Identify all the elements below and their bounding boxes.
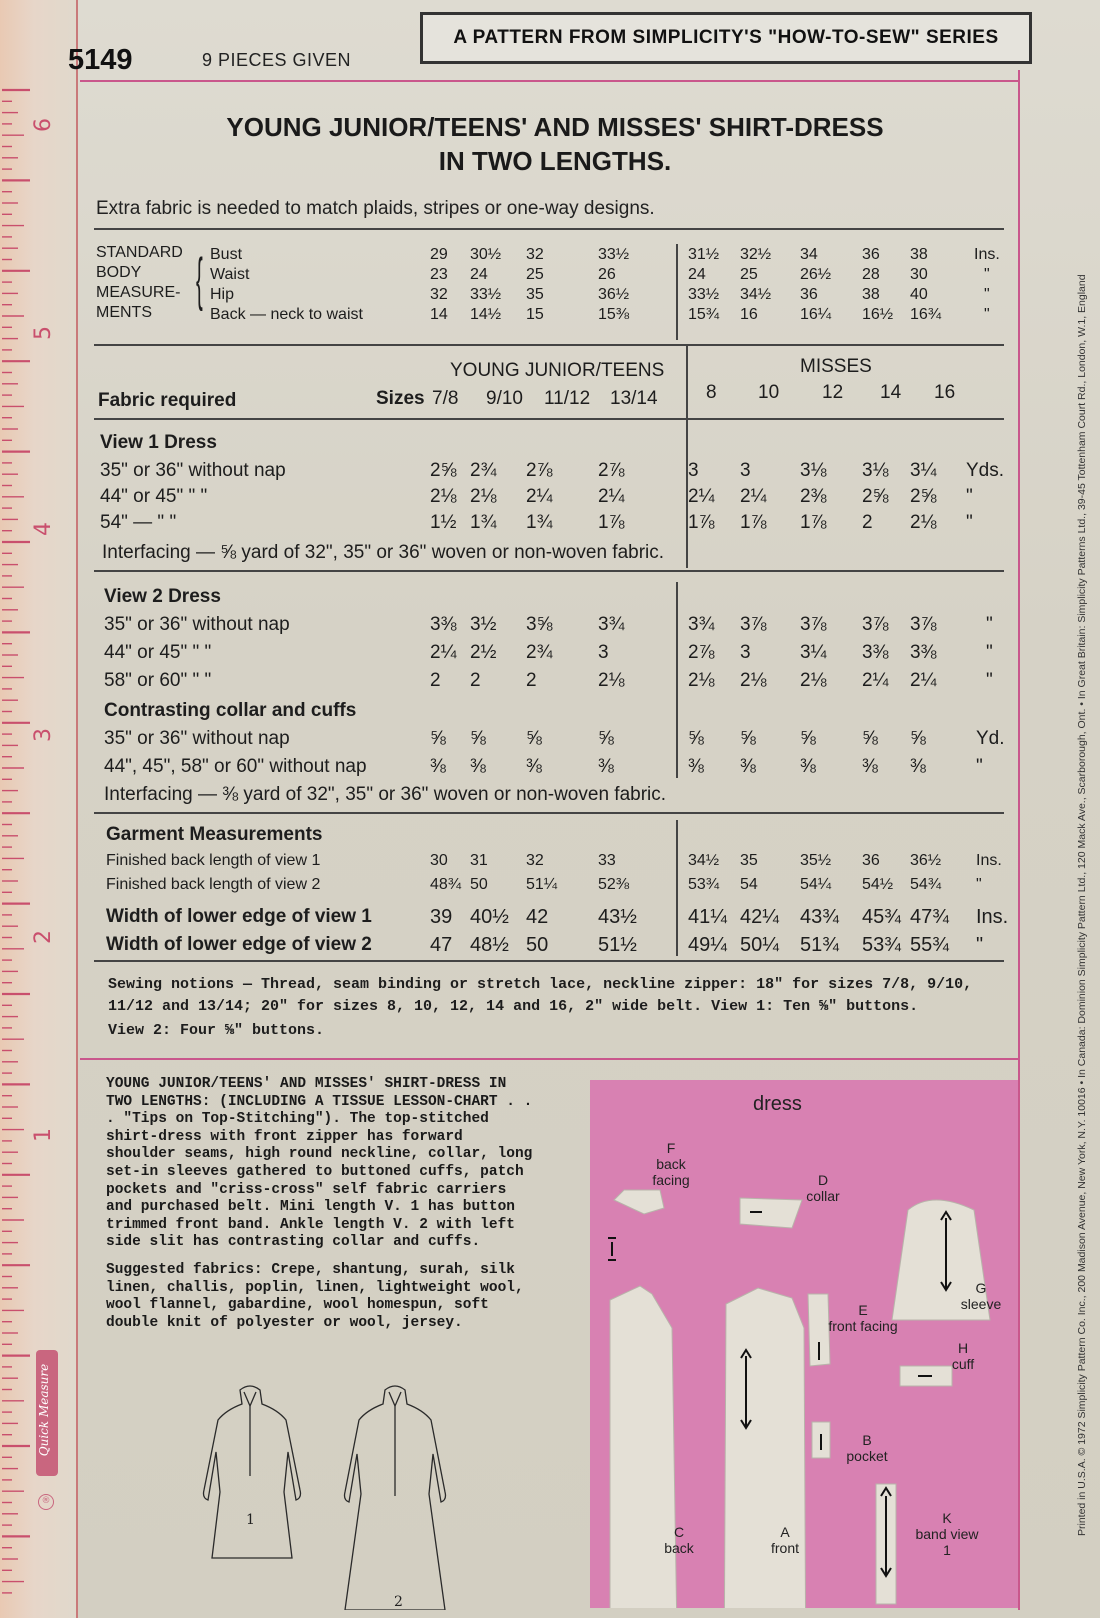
misses-value: 36½ (910, 852, 942, 869)
yj-value: 2⅛ (598, 670, 625, 691)
yj-value: 3¾ (598, 614, 625, 635)
piece-back-facing (614, 1190, 664, 1214)
piece-letter: F (666, 1140, 676, 1156)
copyright-text: Printed in U.S.A. © 1972 Simplicity Pattern Co. Inc., 200 Madison Avenue, New York, N.Y. 10016 • In Canada: Dominion Simplicity Pattern Ltd., 120 Mack Ave., Scarborough, Ont. • In Great Britain: Simplicity Patterns Ltd., 39-45 Tottenham Court Rd., London, W.1, England (1076, 274, 1088, 1536)
piece-label-c (644, 1524, 714, 1556)
misses-value: ⅜ (862, 756, 878, 777)
measure-name: Back — neck to waist (210, 306, 363, 323)
misses-value: ⅜ (910, 756, 926, 777)
unit: " (984, 286, 990, 303)
size-header: 13/14 (610, 388, 658, 409)
misses-value: 1⅞ (800, 512, 827, 533)
yj-value: 52⅜ (598, 876, 630, 893)
body-measure-label: STANDARD (96, 244, 183, 261)
misses-value: 1⅞ (688, 512, 715, 533)
fabric-width-label: 44" or 45" " " (104, 642, 212, 663)
fabric-width-label: 44" or 45" " " (100, 486, 208, 507)
fabric-required: Fabric required (98, 390, 237, 411)
misses-value: 38 (862, 286, 880, 303)
contrast-heading: Contrasting collar and cuffs (104, 700, 357, 721)
description-text: YOUNG JUNIOR/TEENS' AND MISSES' SHIRT-DRESS IN TWO LENGTHS: (INCLUDING A TISSUE LESSON-CHART . . . "Tips on Top-Stitching"). The top-stitched shirt-dress with front zipper has forward shoulder seams, high round neckline, collar, long set-in sleeves gathered to buttoned cuffs, patch pockets and "criss-cross" self fabric carriers and purchased belt. Mini length V. 1 has button trimmed front band. Ankle length V. 2 with left side slit has contrasting collar and cuffs. (106, 1076, 533, 1251)
unit: " (984, 306, 990, 323)
yj-value: ⅝ (430, 728, 446, 749)
brace: { (196, 247, 203, 312)
yj-value: 14 (430, 306, 448, 323)
yj-value: 29 (430, 246, 448, 263)
yj-value: 2½ (470, 642, 497, 663)
unit: " (986, 614, 993, 635)
misses-value: 36 (800, 286, 818, 303)
dress-sketches (200, 1370, 500, 1610)
body-measure-label: MEASURE- (96, 284, 181, 301)
yj-value: ⅝ (526, 728, 542, 749)
piece-label-g (946, 1280, 1016, 1312)
misses-value: 54¼ (800, 876, 832, 893)
misses-value: 16½ (862, 306, 894, 323)
ruler-number: 4 (31, 522, 56, 536)
unit: Yds. (966, 460, 1005, 481)
pink-divider-top (80, 80, 1020, 82)
yj-value: 32 (430, 286, 448, 303)
yj-value: 39 (430, 906, 453, 928)
size-header: 14 (880, 382, 902, 403)
yj-value: 33 (598, 852, 616, 869)
piece-name: back facing (652, 1156, 690, 1188)
misses-value: 3⅞ (800, 614, 827, 635)
misses-value: 34½ (688, 852, 720, 869)
yj-value: 3 (598, 642, 609, 663)
yj-value: 24 (470, 266, 488, 283)
unit: " (976, 756, 983, 777)
rule (94, 812, 1004, 814)
unit: Ins. (974, 246, 1000, 263)
yj-value: 43½ (598, 906, 637, 928)
yj-value: 47 (430, 934, 453, 956)
piece-label-a (750, 1524, 820, 1556)
column-divider (676, 582, 678, 778)
size-header: 11/12 (544, 388, 591, 409)
misses-value: 40 (910, 286, 928, 303)
rule (94, 344, 1004, 346)
fabric-width-label: 35" or 36" without nap (100, 460, 286, 481)
pink-divider-right (1018, 70, 1020, 1610)
piece-letter: H (957, 1340, 969, 1356)
pink-divider-middle (80, 1058, 1020, 1060)
misses-value: 3⅛ (862, 460, 889, 481)
misses-value: 28 (862, 266, 880, 283)
yj-value: 50 (526, 934, 549, 956)
view-1-interfacing: Interfacing — ⅝ yard of 32", 35" or 36" woven or non-woven fabric. (102, 542, 665, 563)
piece-front (724, 1288, 806, 1608)
misses-value: 1⅞ (740, 512, 767, 533)
misses-value: 38 (910, 246, 928, 263)
misses-value: 2⅛ (910, 512, 937, 533)
column-divider (676, 244, 678, 340)
piece-name: cuff (951, 1356, 975, 1372)
misses-value: ⅝ (862, 728, 878, 749)
misses-value: 35½ (800, 852, 832, 869)
piece-label-e (828, 1302, 898, 1334)
misses-value: 2⅛ (740, 670, 767, 691)
misses-value: 35 (740, 852, 758, 869)
quick-measure-label: Quick Measure (37, 1363, 51, 1457)
yj-value: 2⅝ (430, 460, 457, 481)
width-row-label: Width of lower edge of view 2 (106, 934, 372, 955)
body-measure-label: BODY (96, 264, 142, 281)
misses-value: 32½ (740, 246, 772, 263)
fabric-width-label: 58" or 60" " " (104, 670, 212, 691)
measure-name: Waist (210, 266, 250, 283)
registered-mark: ® (38, 1494, 54, 1510)
misses-value: 3 (688, 460, 699, 481)
misses-value: 2⅛ (800, 670, 827, 691)
pieces-given: 9 PIECES GIVEN (202, 50, 352, 70)
misses-value: 2 (862, 512, 873, 533)
piece-name: band view 1 (915, 1526, 979, 1558)
rule (94, 570, 1004, 572)
misses-value: ⅜ (800, 756, 816, 777)
size-header: 10 (758, 382, 780, 403)
yj-value: ⅝ (598, 728, 614, 749)
yj-value: ⅜ (598, 756, 614, 777)
misses-value: 3¼ (910, 460, 937, 481)
misses-value: 3 (740, 642, 751, 663)
misses-value: 34½ (740, 286, 772, 303)
misses-value: 54½ (862, 876, 894, 893)
yj-value: 31 (470, 852, 488, 869)
body-measure-label: MENTS (96, 304, 152, 321)
yj-value: 33½ (598, 246, 630, 263)
misses-value: ⅝ (740, 728, 756, 749)
piece-name: back (664, 1540, 694, 1556)
misses-value: 3¼ (800, 642, 827, 663)
unit: " (966, 512, 973, 533)
piece-name: front facing (828, 1318, 898, 1334)
garment-row-label: Finished back length of view 2 (106, 876, 321, 893)
yj-value: ⅝ (470, 728, 486, 749)
ruler-number: 2 (31, 930, 56, 944)
unit: " (984, 266, 990, 283)
piece-label-k (912, 1510, 982, 1558)
piece-letter: B (862, 1432, 872, 1448)
suggested-fabrics: Suggested fabrics: Crepe, shantung, surah, silk linen, challis, poplin, linen, lightweight wool, wool flannel, gabardine, wool homespun, soft double knit of polyester or wool, jersey. (106, 1261, 524, 1331)
title-line-1: YOUNG JUNIOR/TEENS' AND MISSES' SHIRT-DRESS (226, 112, 884, 142)
fabric-width-label: 35" or 36" without nap (104, 728, 290, 749)
misses-value: 2⅞ (688, 642, 715, 663)
sewing-notions-line-1: Sewing notions — Thread, seam binding or stretch lace, neckline zipper: 18" for sizes 7/8, 9/10, (108, 976, 973, 993)
misses-value: 34 (800, 246, 818, 263)
misses-heading: MISSES (800, 356, 872, 377)
misses-value: ⅝ (910, 728, 926, 749)
unit: " (986, 642, 993, 663)
yj-value: 2¼ (526, 486, 553, 507)
rule (94, 228, 1004, 230)
view-2-label: 2 (394, 1594, 403, 1610)
misses-value: 51¾ (800, 934, 839, 956)
yj-value: 1½ (430, 512, 457, 533)
piece-label-d (788, 1172, 858, 1204)
yj-value: 2 (470, 670, 481, 691)
width-row-label: Width of lower edge of view 1 (106, 906, 372, 927)
yj-value: 40½ (470, 906, 509, 928)
yj-value: ⅜ (470, 756, 486, 777)
piece-letter: C (673, 1524, 685, 1540)
yj-value: 36½ (598, 286, 630, 303)
yj-value: 1¾ (526, 512, 553, 533)
misses-value: 26½ (800, 266, 832, 283)
yj-value: 50 (470, 876, 488, 893)
yj-value: 2⅛ (430, 486, 457, 507)
misses-value: 50¼ (740, 934, 779, 956)
misses-value: ⅝ (800, 728, 816, 749)
unit: Ins. (976, 852, 1002, 869)
ruler-number: 6 (31, 118, 56, 132)
yj-value: ⅜ (526, 756, 542, 777)
yj-value: 51¼ (526, 876, 558, 893)
yj-value: 2⅛ (470, 486, 497, 507)
garment-heading: Garment Measurements (106, 824, 323, 845)
misses-value: 2⅜ (800, 486, 827, 507)
misses-value: 3 (740, 460, 751, 481)
misses-value: 24 (688, 266, 706, 283)
rule (94, 418, 1004, 420)
fabric-width-label: 54" — " " (100, 512, 177, 533)
misses-value: 25 (740, 266, 758, 283)
yj-value: 1¾ (470, 512, 497, 533)
piece-name: front (770, 1540, 799, 1556)
pattern-description (106, 1076, 536, 1342)
measure-name: Bust (210, 246, 243, 263)
piece-label-b (832, 1432, 902, 1464)
misses-value: 53¾ (688, 876, 720, 893)
yj-value: 32 (526, 852, 544, 869)
misses-value: 31½ (688, 246, 720, 263)
layout-title: dress (753, 1093, 802, 1115)
misses-value: 43¾ (800, 906, 839, 928)
view-1-label: 1 (246, 1512, 255, 1528)
yj-value: 32 (526, 246, 544, 263)
yj-value: 35 (526, 286, 544, 303)
misses-value: 3⅞ (740, 614, 767, 635)
fabric-width-label: 44", 45", 58" or 60" without nap (104, 756, 367, 777)
misses-value: 2⅝ (910, 486, 937, 507)
piece-name: sleeve (960, 1296, 1002, 1312)
piece-letter: E (858, 1302, 868, 1318)
misses-value: 3⅞ (910, 614, 937, 635)
yj-value: 42 (526, 906, 549, 928)
misses-value: 2¼ (862, 670, 889, 691)
sewing-notions-line-3: View 2: Four ⅝" buttons. (108, 1022, 325, 1039)
piece-letter: G (975, 1280, 987, 1296)
column-divider (686, 346, 688, 568)
unit: Yd. (976, 728, 1005, 749)
yj-value: 15⅜ (598, 306, 630, 323)
yj-heading: YOUNG JUNIOR/TEENS (450, 360, 665, 381)
misses-value: 3¾ (688, 614, 715, 635)
yj-value: 2⅞ (598, 460, 625, 481)
misses-value: ⅜ (740, 756, 756, 777)
misses-value: 42¼ (740, 906, 779, 928)
yj-value: 2⅞ (526, 460, 553, 481)
misses-value: 3⅜ (862, 642, 889, 663)
view-2-interfacing: Interfacing — ⅜ yard of 32", 35" or 36" woven or non-woven fabric. (104, 784, 667, 805)
yj-value: 3½ (470, 614, 497, 635)
column-divider (676, 820, 678, 956)
misses-value: 49¼ (688, 934, 727, 956)
piece-label-f (636, 1140, 706, 1188)
page-title (180, 110, 930, 178)
yj-value: 33½ (470, 286, 502, 303)
yj-value: 1⅞ (598, 512, 625, 533)
yj-value: 48¾ (430, 876, 462, 893)
size-header: 8 (706, 382, 717, 403)
yj-value: 2¼ (598, 486, 625, 507)
misses-value: 2⅛ (688, 670, 715, 691)
misses-value: 54¾ (910, 876, 942, 893)
fabric-note: Extra fabric is needed to match plaids, stripes or one-way designs. (96, 198, 655, 219)
yj-value: 26 (598, 266, 616, 283)
misses-value: 16 (740, 306, 758, 323)
misses-value: 36 (862, 852, 880, 869)
piece-letter: A (780, 1524, 790, 1540)
misses-value: ⅝ (688, 728, 704, 749)
piece-label-h (928, 1340, 998, 1372)
sizes-label: Sizes (376, 388, 425, 409)
view-1-sketch (204, 1386, 301, 1558)
misses-value: 33½ (688, 286, 720, 303)
yj-value: 23 (430, 266, 448, 283)
unit: " (976, 934, 984, 956)
misses-value: 45¾ (862, 906, 901, 928)
misses-value: 16¼ (800, 306, 832, 323)
misses-value: 15¾ (688, 306, 720, 323)
yj-value: 3⅜ (430, 614, 457, 635)
misses-value: 55¾ (910, 934, 949, 956)
yj-value: 2 (430, 670, 441, 691)
garment-row-label: Finished back length of view 1 (106, 852, 321, 869)
misses-value: 2¼ (910, 670, 937, 691)
title-line-2: IN TWO LENGTHS. (438, 146, 672, 176)
size-header: 16 (934, 382, 956, 403)
misses-value: 3⅜ (910, 642, 937, 663)
ruler-number: 5 (31, 326, 56, 340)
quick-measure-ruler (0, 0, 78, 1618)
misses-value: 2¼ (688, 486, 715, 507)
series-box: A PATTERN FROM SIMPLICITY'S "HOW-TO-SEW" SERIES (420, 12, 1032, 64)
pattern-number: 5149 (68, 44, 133, 76)
yj-value: 2 (526, 670, 537, 691)
yj-value: 15 (526, 306, 544, 323)
fabric-width-label: 35" or 36" without nap (104, 614, 290, 635)
ruler-number: 1 (31, 1128, 56, 1142)
rule (94, 960, 1004, 962)
yj-value: 51½ (598, 934, 637, 956)
yj-value: 48½ (470, 934, 509, 956)
measure-name: Hip (210, 286, 235, 303)
piece-letter: D (817, 1172, 829, 1188)
yj-value: 30½ (470, 246, 502, 263)
ruler-number: 3 (31, 728, 56, 742)
yj-value: 25 (526, 266, 544, 283)
misses-value: 3⅞ (862, 614, 889, 635)
yj-value: 3⅝ (526, 614, 553, 635)
piece-name: collar (806, 1188, 840, 1204)
yj-value: 2¾ (526, 642, 553, 663)
view-1-heading: View 1 Dress (100, 432, 217, 453)
yj-value: ⅜ (430, 756, 446, 777)
misses-value: 47¾ (910, 906, 949, 928)
misses-value: 53¾ (862, 934, 901, 956)
misses-value: 16¾ (910, 306, 942, 323)
unit: " (966, 486, 973, 507)
unit: " (976, 876, 982, 893)
piece-name: pocket (846, 1448, 888, 1464)
yj-value: 2¼ (430, 642, 457, 663)
view-2-sketch (345, 1386, 446, 1610)
view-2-heading: View 2 Dress (104, 586, 221, 607)
misses-value: 2⅝ (862, 486, 889, 507)
misses-value: 3⅛ (800, 460, 827, 481)
yj-value: 2¾ (470, 460, 497, 481)
misses-value: 41¼ (688, 906, 727, 928)
misses-value: ⅜ (688, 756, 704, 777)
unit: Ins. (976, 906, 1009, 928)
size-header: 9/10 (486, 388, 523, 409)
misses-value: 30 (910, 266, 928, 283)
size-header: 7/8 (432, 388, 459, 409)
misses-value: 2¼ (740, 486, 767, 507)
sewing-notions-line-2: 11/12 and 13/14; 20" for sizes 8, 10, 12, 14 and 16, 2" wide belt. View 1: Ten ⅝" buttons. (108, 998, 919, 1015)
misses-value: 36 (862, 246, 880, 263)
piece-letter: K (942, 1510, 952, 1526)
yj-value: 14½ (470, 306, 502, 323)
size-header: 12 (822, 382, 844, 403)
misses-value: 54 (740, 876, 758, 893)
pattern-layout-chart (590, 1080, 1018, 1608)
piece-back (610, 1286, 678, 1608)
unit: " (986, 670, 993, 691)
yj-value: 30 (430, 852, 448, 869)
